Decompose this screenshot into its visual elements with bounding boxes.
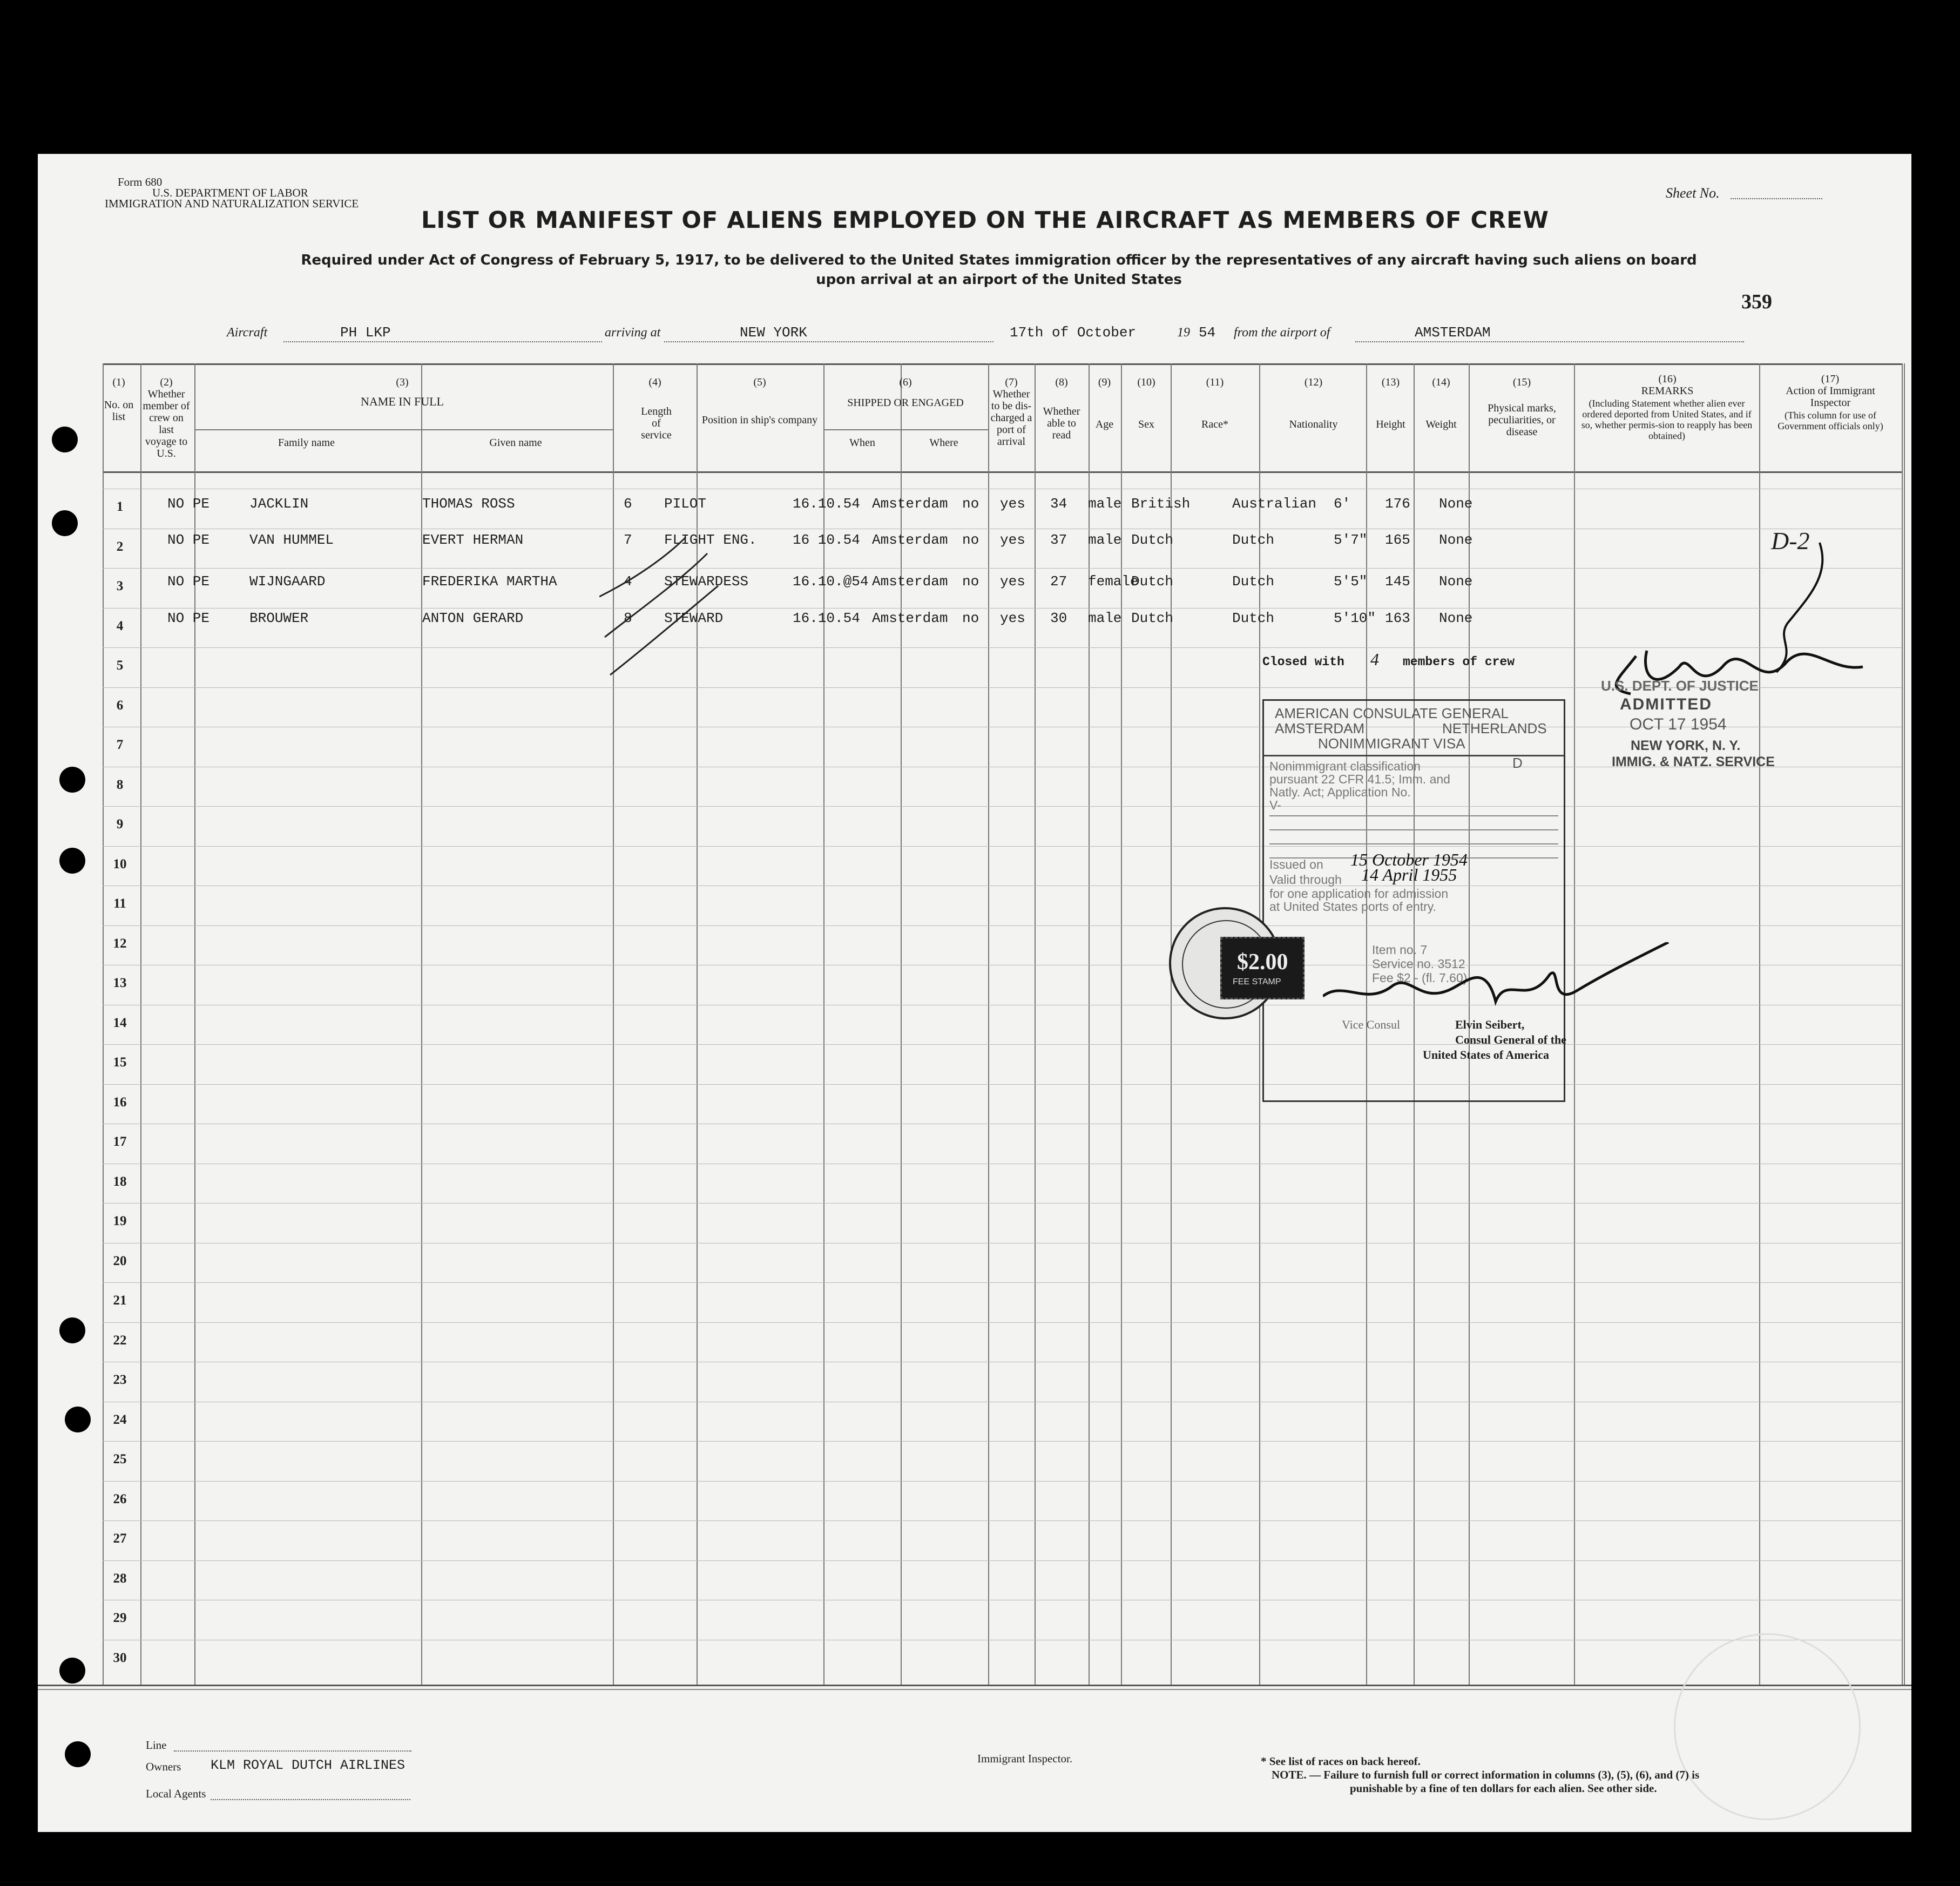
grid-line: [103, 1322, 1902, 1323]
cell-race: Dutch: [1131, 532, 1174, 548]
consul-signature: [1323, 942, 1679, 1029]
fee-stamp-value: $2.00: [1237, 950, 1288, 975]
cell-service: 8: [624, 610, 632, 626]
grid-line: [103, 1560, 1902, 1561]
cell-nationality: Dutch: [1232, 610, 1275, 626]
grid-line: [103, 885, 1902, 886]
cell-age: 37: [1050, 532, 1067, 548]
visa-class: D: [1512, 755, 1523, 771]
aircraft-value: PH LKP: [340, 325, 391, 341]
col10-header: Sex: [1138, 418, 1154, 430]
visa-line2a: AMSTERDAM: [1275, 720, 1365, 736]
col7-header: Whether to be dis-charged a port of arrival: [990, 388, 1032, 448]
grid-line: [988, 363, 989, 1685]
cell-height: 6': [1334, 496, 1351, 512]
visa-line4: Nonimmigrant classification: [1269, 759, 1421, 773]
service-name: IMMIGRATION AND NATURALIZATION SERVICE: [105, 197, 359, 210]
col1-number: (1): [112, 376, 125, 388]
department: U.S. DEPARTMENT OF LABOR: [152, 186, 308, 199]
cell-family: VAN HUMMEL: [249, 532, 334, 548]
cell-given: FREDERIKA MARTHA: [422, 573, 557, 590]
cell-weight: 145: [1385, 573, 1410, 590]
row-number: 30: [113, 1651, 127, 1665]
cell-age: 27: [1050, 573, 1067, 590]
cell-race: Dutch: [1131, 573, 1174, 590]
row-number: 13: [113, 976, 127, 990]
grid-line: [103, 1282, 1902, 1283]
row-number: 10: [113, 857, 127, 871]
consul-title3: United States of America: [1423, 1048, 1550, 1062]
cell-family: BROUWER: [249, 610, 309, 626]
row-number: 25: [113, 1452, 127, 1466]
aircraft-label: Aircraft: [227, 326, 268, 340]
grid-line: [1171, 363, 1172, 1685]
visa-line6: Natly. Act; Application No.: [1269, 785, 1411, 799]
cell-given: EVERT HERMAN: [422, 532, 524, 548]
grid-line: [1035, 363, 1036, 1685]
col3-family: Family name: [278, 437, 335, 449]
footer-note-2: punishable by a fine of ten dollars for each alien. See other side.: [1350, 1782, 1657, 1795]
col16-number: (16): [1658, 373, 1677, 385]
row-number: 24: [113, 1412, 127, 1427]
cell-family: JACKLIN: [249, 496, 309, 512]
page-number: 359: [1741, 290, 1772, 313]
visa-issued: 15 October 1954: [1350, 850, 1468, 869]
cell-marks: None: [1439, 532, 1473, 548]
visa-line5: pursuant 22 CFR 41.5; Imm. and: [1269, 772, 1450, 786]
cell-height: 5'7": [1334, 532, 1368, 548]
footer-note-star: * See list of races on back hereof.: [1261, 1755, 1421, 1768]
cell-nationality: Dutch: [1232, 532, 1275, 548]
cell-when: 16 10.54: [793, 532, 860, 548]
cell-when: 16.10.@54: [793, 573, 869, 590]
form-subtitle-2: upon arrival at an airport of the United States: [816, 272, 1182, 288]
visa-fee: Fee $2 - (fl. 7.60): [1372, 971, 1468, 985]
cell-discharged: no: [962, 532, 979, 548]
grid-line: [103, 846, 1902, 847]
cell-read: yes: [1000, 496, 1025, 512]
row-number: 14: [113, 1016, 127, 1030]
row-number: 20: [113, 1254, 127, 1268]
cell-read: yes: [1000, 610, 1025, 626]
service-check-marks: [599, 478, 729, 791]
cell-sex: male: [1088, 532, 1122, 548]
binder-hole: [52, 510, 78, 536]
fee-stamp: [1220, 937, 1305, 999]
row-number: 3: [116, 579, 124, 593]
row-number: 26: [113, 1492, 127, 1506]
arriving-value: NEW YORK: [740, 325, 807, 341]
cell-read: yes: [1000, 532, 1025, 548]
grid-line: [1121, 363, 1122, 1685]
cell-sex: male: [1088, 496, 1122, 512]
grid-line: [103, 1481, 1902, 1482]
col16-header: REMARKS: [1641, 385, 1694, 397]
cell-service: 7: [624, 532, 632, 548]
year-suffix: 54: [1199, 325, 1216, 341]
col5-number: (5): [753, 376, 766, 388]
visa-valid: 14 April 1955: [1361, 865, 1457, 884]
cell-nationality: Dutch: [1232, 573, 1275, 590]
footer-line-dots: [174, 1750, 411, 1752]
row-number: 12: [113, 936, 127, 951]
cell-service: 4: [624, 573, 632, 590]
cell-sex: male: [1088, 610, 1122, 626]
cell-position: STEWARDESS: [664, 573, 749, 590]
binder-hole: [52, 427, 78, 452]
grid-line: [103, 1520, 1902, 1521]
col17-header: Action of Immigrant Inspector: [1786, 385, 1875, 409]
row-number: 11: [113, 896, 126, 911]
embossed-seal: [1674, 1633, 1861, 1820]
cell-marks: None: [1439, 496, 1473, 512]
footer-note-1: NOTE. — Failure to furnish full or correct information in columns (3), (5), (6), and (7) is: [1272, 1768, 1700, 1781]
cell-height: 5'10": [1334, 610, 1376, 626]
grid-line: [1259, 363, 1260, 1685]
row-number: 19: [113, 1214, 127, 1228]
admitted-line1: U.S. DEPT. OF JUSTICE: [1601, 678, 1759, 694]
row-number: 29: [113, 1611, 127, 1625]
col15-header: Physical marks, peculiarities, or disease: [1488, 402, 1556, 438]
closed-note-count: 4: [1370, 650, 1379, 669]
visa-line2b: NETHERLANDS: [1442, 720, 1547, 736]
grid-line: [194, 363, 195, 1685]
row-number: 7: [116, 738, 124, 752]
cell-last: NO PE: [167, 532, 210, 548]
row-number: 4: [116, 619, 124, 633]
cell-given: THOMAS ROSS: [422, 496, 515, 512]
grid-line: [421, 363, 422, 1685]
cell-position: FLIGHT ENG.: [664, 532, 757, 548]
col9-header: Age: [1095, 418, 1114, 430]
form-subtitle-1: Required under Act of Congress of February 5, 1917, to be delivered to the United States immigration officer by the representatives of any aircraft having such aliens on board: [301, 252, 1697, 268]
col2-number: (2): [160, 376, 173, 388]
cell-weight: 165: [1385, 532, 1410, 548]
cell-service: 6: [624, 496, 632, 512]
grid-line: [103, 363, 1902, 365]
col8-header: Whether able to read: [1043, 405, 1080, 441]
cell-last: NO PE: [167, 496, 210, 512]
row-number: 9: [116, 817, 124, 832]
admitted-line4: NEW YORK, N. Y.: [1631, 738, 1741, 753]
cell-position: PILOT: [664, 496, 707, 512]
consul-title2: Consul General of the: [1455, 1033, 1566, 1046]
cell-race: Dutch: [1131, 610, 1174, 626]
binder-hole: [59, 767, 85, 793]
col13-number: (13): [1381, 376, 1400, 388]
col10-number: (10): [1137, 376, 1155, 388]
col7-number: (7): [1005, 376, 1018, 388]
cell-last: NO PE: [167, 573, 210, 590]
row-number: 5: [116, 658, 124, 673]
cell-when: 16.10.54: [793, 496, 860, 512]
visa-issued-label: Issued on: [1269, 857, 1323, 871]
row-number: 15: [113, 1055, 127, 1070]
cell-where: Amsterdam: [872, 532, 948, 548]
arrival-date: 17th of October: [1010, 325, 1137, 341]
closed-note-prefix: Closed with: [1262, 655, 1344, 669]
from-value: AMSTERDAM: [1415, 325, 1491, 341]
grid-line: [103, 1084, 1902, 1085]
cell-nationality: Australian: [1232, 496, 1317, 512]
row-number: 2: [116, 539, 124, 554]
col5-header: Position in ship's company: [701, 414, 818, 426]
col12-header: Nationality: [1289, 418, 1338, 430]
row-number: 6: [116, 698, 124, 713]
cell-weight: 163: [1385, 610, 1410, 626]
col6-where: Where: [929, 437, 958, 449]
col2-header: Whether member of crew on last voyage to U.S.: [143, 388, 190, 459]
visa-line10: for one application for admission: [1269, 887, 1449, 901]
grid-line: [140, 363, 141, 1685]
col4-header: Length of service: [641, 405, 672, 441]
col13-header: Height: [1376, 418, 1405, 430]
col14-header: Weight: [1425, 418, 1457, 430]
fee-stamp-label: FEE STAMP: [1233, 977, 1281, 986]
row-number: 8: [116, 778, 124, 792]
remark-mark: D-2: [1771, 527, 1810, 555]
col9-number: (9): [1098, 376, 1111, 388]
col8-number: (8): [1055, 376, 1068, 388]
col3-number: (3): [396, 376, 409, 388]
cell-when: 16.10.54: [793, 610, 860, 626]
col4-number: (4): [648, 376, 661, 388]
cell-discharged: no: [962, 496, 979, 512]
visa-valid-label: Valid through: [1269, 873, 1342, 887]
col3-header: NAME IN FULL: [361, 395, 444, 408]
cell-where: Amsterdam: [872, 496, 948, 512]
form-title: LIST OR MANIFEST OF ALIENS EMPLOYED ON THE AIRCRAFT AS MEMBERS OF CREW: [421, 207, 1549, 234]
cell-last: NO PE: [167, 610, 210, 626]
year-prefix: 19: [1177, 326, 1190, 340]
cell-race: British: [1131, 496, 1191, 512]
col3-given: Given name: [489, 437, 542, 449]
cell-discharged: no: [962, 610, 979, 626]
footer-line-label: Line: [146, 1739, 167, 1752]
consul-name: Elvin Seibert,: [1455, 1018, 1525, 1031]
grid-line: [901, 363, 902, 1685]
sheet-label: Sheet No.: [1666, 185, 1720, 201]
cell-position: STEWARD: [664, 610, 724, 626]
footer-owners: KLM ROYAL DUTCH AIRLINES: [211, 1757, 405, 1773]
cell-sex: female: [1088, 573, 1139, 590]
col17-number: (17): [1821, 373, 1840, 385]
admitted-line5: IMMIG. & NATZ. SERVICE: [1612, 754, 1775, 769]
form-number: Form 680: [118, 175, 163, 188]
visa-item: Item no. 7: [1372, 943, 1428, 957]
arriving-label: arriving at: [605, 326, 661, 340]
cell-height: 5'5": [1334, 573, 1368, 590]
cell-weight: 176: [1385, 496, 1410, 512]
col11-number: (11): [1206, 376, 1224, 388]
binder-hole: [59, 1658, 85, 1684]
visa-line11: at United States ports of entry.: [1269, 900, 1436, 914]
cell-read: yes: [1000, 573, 1025, 590]
col1-header: No. on list: [104, 399, 134, 423]
row-number: 28: [113, 1571, 127, 1586]
visa-service: Service no. 3512: [1372, 957, 1465, 971]
binder-hole: [59, 848, 85, 874]
binder-hole: [65, 1741, 91, 1767]
grid-line: [194, 429, 613, 430]
grid-line: [103, 471, 1902, 473]
row-number: 21: [113, 1293, 127, 1308]
cell-age: 30: [1050, 610, 1067, 626]
from-label: from the airport of: [1234, 326, 1330, 340]
col6-number: (6): [899, 376, 912, 388]
binder-hole: [59, 1317, 85, 1343]
cell-age: 34: [1050, 496, 1067, 512]
grid-line: [823, 429, 988, 430]
col12-number: (12): [1304, 376, 1323, 388]
col17-subheader: (This column for use of Government officials only): [1777, 410, 1883, 431]
grid-line: [38, 1689, 1911, 1690]
manifest-document: [38, 154, 1911, 1832]
cell-marks: None: [1439, 610, 1473, 626]
footer-agents-dots: [211, 1799, 410, 1800]
closed-note-suffix: members of crew: [1403, 655, 1515, 669]
visa-line1: AMERICAN CONSULATE GENERAL: [1275, 705, 1509, 721]
cell-where: Amsterdam: [872, 573, 948, 590]
row-number: 18: [113, 1174, 127, 1189]
grid-line: [823, 363, 824, 1685]
grid-line: [103, 1441, 1902, 1442]
visa-line7: V-: [1269, 798, 1281, 812]
row-number: 17: [113, 1134, 127, 1149]
grid-line: [103, 1044, 1902, 1045]
col11-header: Race*: [1201, 418, 1228, 430]
row-number: 27: [113, 1531, 127, 1546]
grid-line: [1904, 363, 1905, 1685]
col6-when: When: [849, 437, 875, 449]
grid-line: [103, 1203, 1902, 1204]
admitted-line3: OCT 17 1954: [1630, 715, 1727, 733]
row-number: 22: [113, 1333, 127, 1348]
grid-line: [103, 925, 1902, 926]
consul-title-label: Vice Consul: [1342, 1018, 1401, 1031]
grid-line: [1902, 363, 1903, 1685]
row-number: 16: [113, 1095, 127, 1110]
footer-owners-label: Owners: [146, 1760, 181, 1773]
footer-agents-label: Local Agents: [146, 1787, 206, 1800]
row-number: 23: [113, 1373, 127, 1387]
row-number: 1: [116, 499, 124, 514]
col16-subheader: (Including Statement whether alien ever ordered deported from United States, and if so, whether permis-sion to reapply has been obtained): [1581, 398, 1753, 441]
admitted-line2: ADMITTED: [1620, 695, 1712, 713]
cell-marks: None: [1439, 573, 1473, 590]
visa-line3: NONIMMIGRANT VISA: [1318, 735, 1465, 752]
cell-given: ANTON GERARD: [422, 610, 524, 626]
footer-inspector-label: Immigrant Inspector.: [977, 1752, 1073, 1765]
grid-line: [103, 806, 1902, 807]
grid-line: [1089, 363, 1090, 1685]
col15-number: (15): [1512, 376, 1531, 388]
grid-line: [38, 1685, 1911, 1686]
cell-where: Amsterdam: [872, 610, 948, 626]
cell-family: WIJNGAARD: [249, 573, 326, 590]
binder-hole: [65, 1407, 91, 1432]
col14-number: (14): [1432, 376, 1450, 388]
col6-header: SHIPPED OR ENGAGED: [847, 397, 964, 409]
cell-discharged: no: [962, 573, 979, 590]
